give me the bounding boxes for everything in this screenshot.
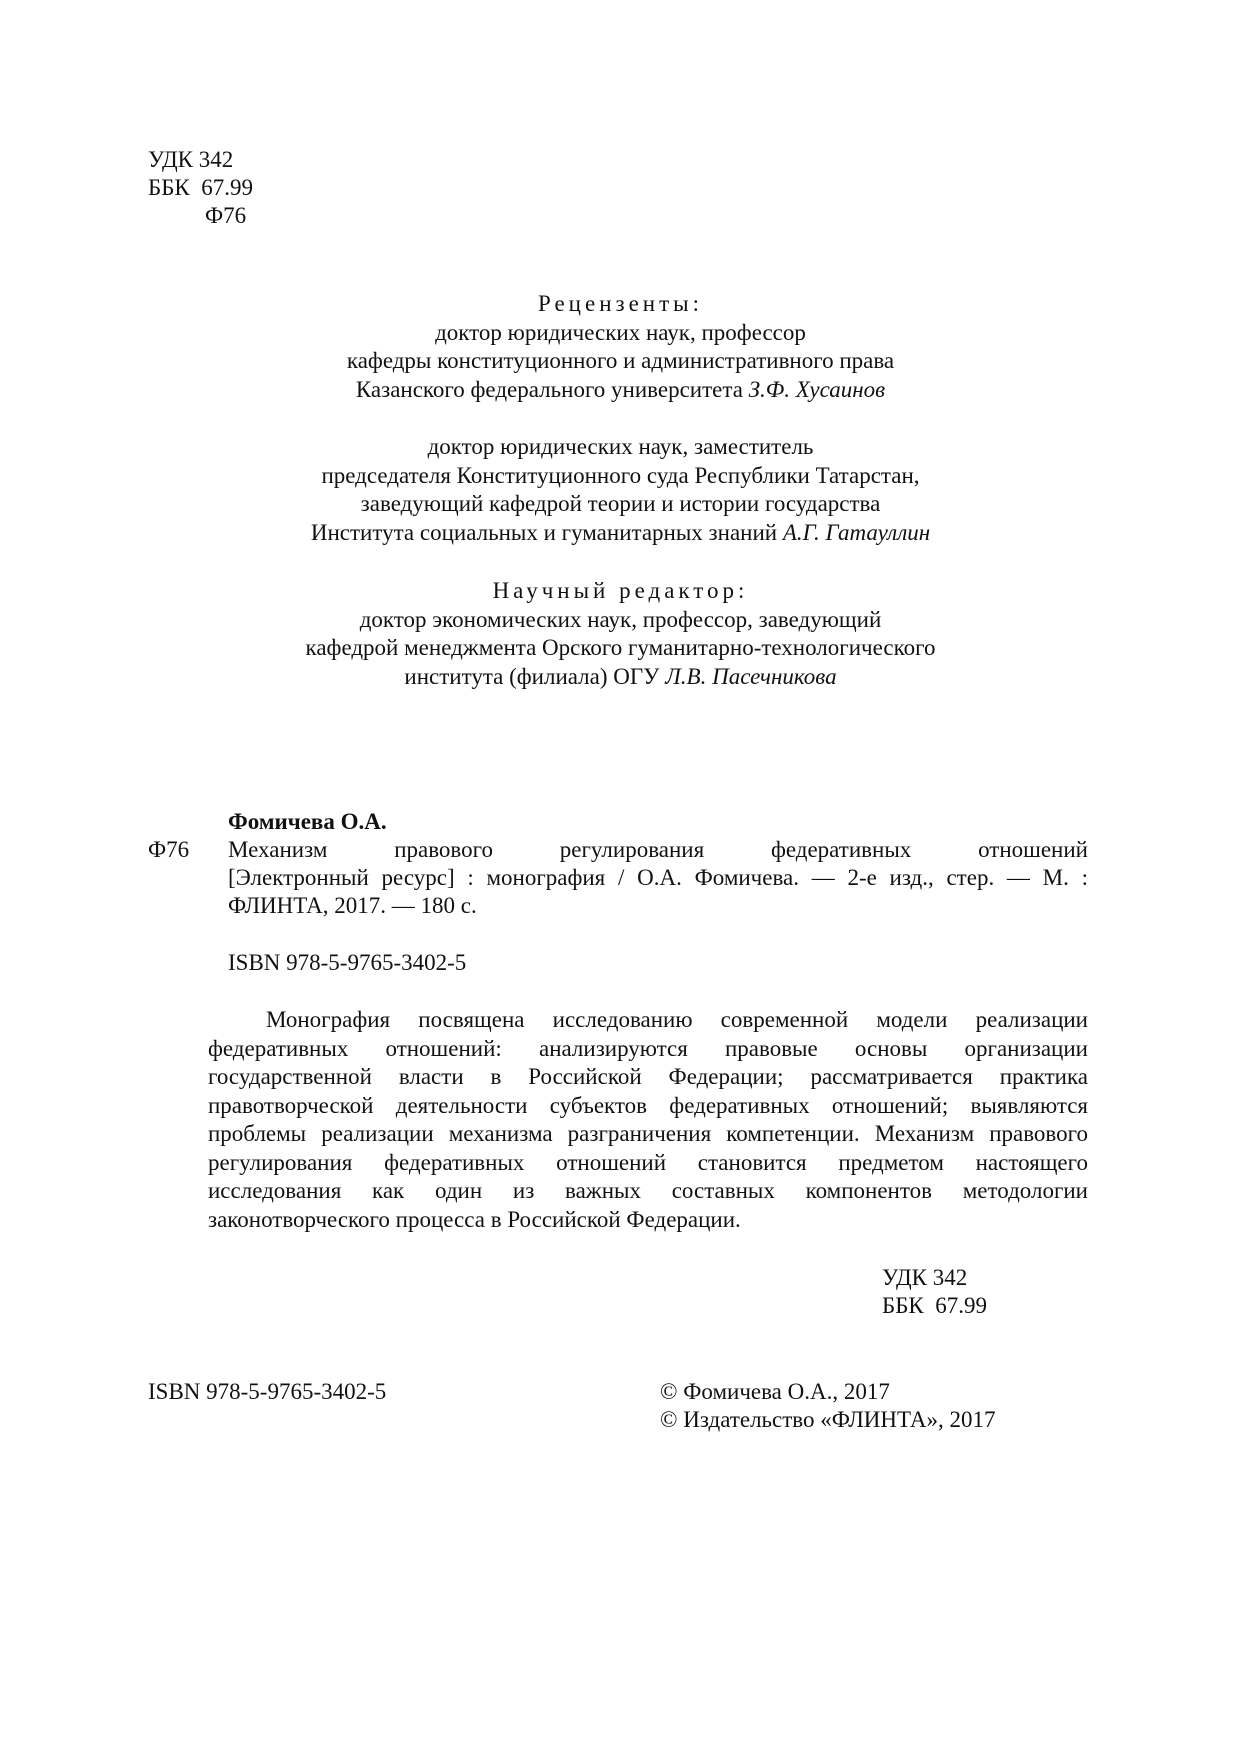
reviewer-2-name: А.Г. Гатауллин: [782, 519, 931, 545]
udk-code: УДК 342: [148, 147, 234, 172]
reviewer-1-line-3: [0, 376, 1241, 405]
reviewer-2-affiliation: Института социальных и гуманитарных знаний: [310, 519, 778, 545]
editor-line-2: кафедрой менеджмента Орского гуманитарно-технологического: [305, 635, 936, 660]
reviewer-2-line-2: председателя Конституционного суда Республики Татарстан,: [321, 462, 920, 488]
annotation-paragraph: Монография посвящена исследованию современной модели реализации федеративных отношений: анализируются правовые основы организации государственной власти в Российской Федерации; рассматривается практика правотворческой деятельности субъектов федеративных отношений; выявляются проблемы реализации механизма разграничения компетенции. Механизм правового регулирования федеративных отношений становится предметом настоящего исследования как один из важных составных компонентов методологии законотворческого процесса в Российской Федерации.: [208, 1007, 1088, 1232]
reviewer-1-line-1: доктор юридических наук, профессор: [435, 319, 806, 345]
record-author: Фомичева О.А.: [228, 809, 387, 834]
record-line-2: [Электронный ресурс] : монография / О.А. Фомичева. — 2-е изд., стер. — М. :: [228, 865, 1088, 890]
reviewer-1-name: З.Ф. Хусаинов: [748, 376, 886, 402]
footer-isbn: ISBN 978-5-9765-3402-5: [148, 1379, 387, 1404]
reviewer-2-line-4: [0, 519, 1241, 548]
reviewer-1-line-2: кафедры конституционного и административного права: [346, 348, 895, 373]
editor-line-1: доктор экономических наук, профессор, заведующий: [359, 606, 882, 632]
reviewer-2-line-3: заведующий кафедрой теории и истории государства: [360, 491, 881, 516]
reviewer-2-line-1: доктор юридических наук, заместитель: [427, 434, 814, 459]
reviewer-2-block: [0, 433, 1241, 547]
author-mark: Ф76: [205, 203, 247, 228]
record-isbn: ISBN 978-5-9765-3402-5: [228, 950, 467, 975]
reviewers-heading: Рецензенты:: [537, 291, 704, 316]
editor-name: Л.В. Пасечникова: [665, 663, 837, 689]
editor-line-3: [0, 663, 1241, 692]
reviewer-1-affiliation: Казанского федерального университета: [355, 376, 743, 402]
record-line-1: Механизм правового регулирования федеративных отношений: [228, 837, 1088, 862]
bbk-code: ББК 67.99: [148, 175, 254, 200]
editor-block: [0, 577, 1241, 691]
editor-heading: Научный редактор:: [492, 578, 749, 603]
record-mark: Ф76: [148, 837, 190, 862]
editor-affiliation: института (филиала) ОГУ: [404, 663, 660, 689]
copyright-publisher: © Издательство «ФЛИНТА», 2017: [660, 1407, 996, 1432]
reviewers-block: [0, 290, 1241, 404]
bbk-code-bottom: ББК 67.99: [882, 1293, 988, 1318]
copyright-author: © Фомичева О.А., 2017: [660, 1379, 890, 1404]
udk-code-bottom: УДК 342: [882, 1265, 968, 1290]
record-line-3: ФЛИНТА, 2017. — 180 с.: [228, 893, 477, 918]
